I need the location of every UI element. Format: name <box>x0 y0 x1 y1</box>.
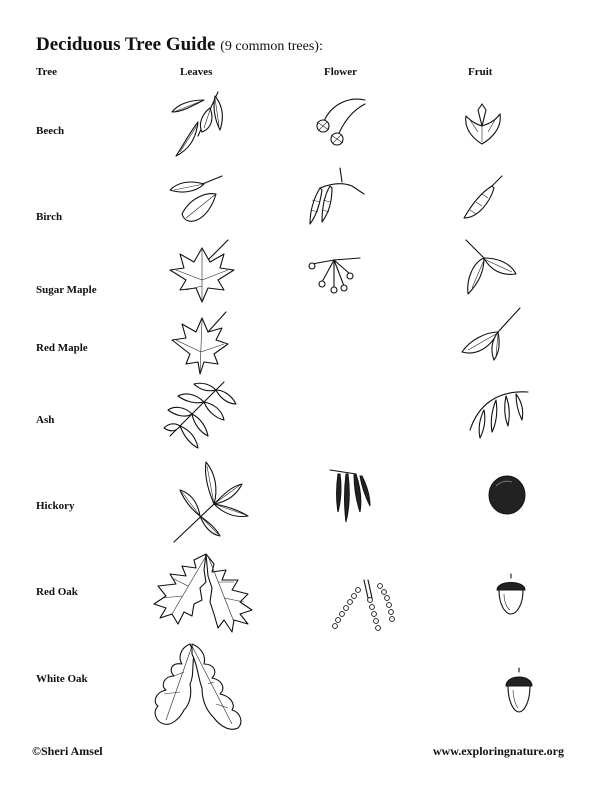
sugar-maple-flowers-icon <box>304 252 362 294</box>
title-main: Deciduous Tree Guide <box>36 34 216 55</box>
tree-name-red-oak: Red Oak <box>36 586 78 598</box>
title-subtitle: (9 common trees): <box>220 39 323 54</box>
sugar-maple-leaf-icon <box>168 240 236 306</box>
red-oak-leaves-icon <box>152 552 262 634</box>
beech-fruit-icon <box>460 102 504 146</box>
oak-catkins-icon <box>330 576 398 632</box>
ash-samaras-icon <box>462 382 532 440</box>
acorn-icon <box>494 572 528 616</box>
birch-leaves-icon <box>168 174 226 228</box>
tree-name-red-maple: Red Maple <box>36 342 88 354</box>
tree-name-birch: Birch <box>36 211 63 223</box>
samara-icon <box>460 306 524 362</box>
page-title <box>36 34 323 56</box>
column-header-leaves: Leaves <box>180 66 213 78</box>
tree-name-white-oak: White Oak <box>36 673 88 685</box>
column-header-tree: Tree <box>36 66 57 78</box>
beech-flower-icon <box>313 96 369 150</box>
red-maple-leaf-icon <box>168 310 232 378</box>
beech-leaves-icon <box>168 88 228 164</box>
hickory-nut-icon <box>486 472 528 516</box>
tree-name-beech: Beech <box>36 125 65 137</box>
samara-icon <box>462 238 518 296</box>
column-header-fruit: Fruit <box>468 66 493 78</box>
hickory-compound-leaf-icon <box>170 460 250 544</box>
white-oak-leaves-icon <box>148 640 258 732</box>
website-link[interactable]: www.exploringnature.org <box>432 744 564 758</box>
ash-compound-leaf-icon <box>162 380 238 452</box>
tree-name-sugar-maple: Sugar Maple <box>36 284 97 296</box>
birch-catkins-icon <box>306 166 368 228</box>
acorn-icon <box>504 666 534 714</box>
hickory-catkins-icon <box>326 466 374 524</box>
birch-cone-icon <box>460 174 506 224</box>
tree-name-ash: Ash <box>36 414 55 426</box>
column-header-flower: Flower <box>324 66 357 78</box>
copyright-text: ©Sheri Amsel <box>32 744 103 758</box>
tree-name-hickory: Hickory <box>36 500 75 512</box>
